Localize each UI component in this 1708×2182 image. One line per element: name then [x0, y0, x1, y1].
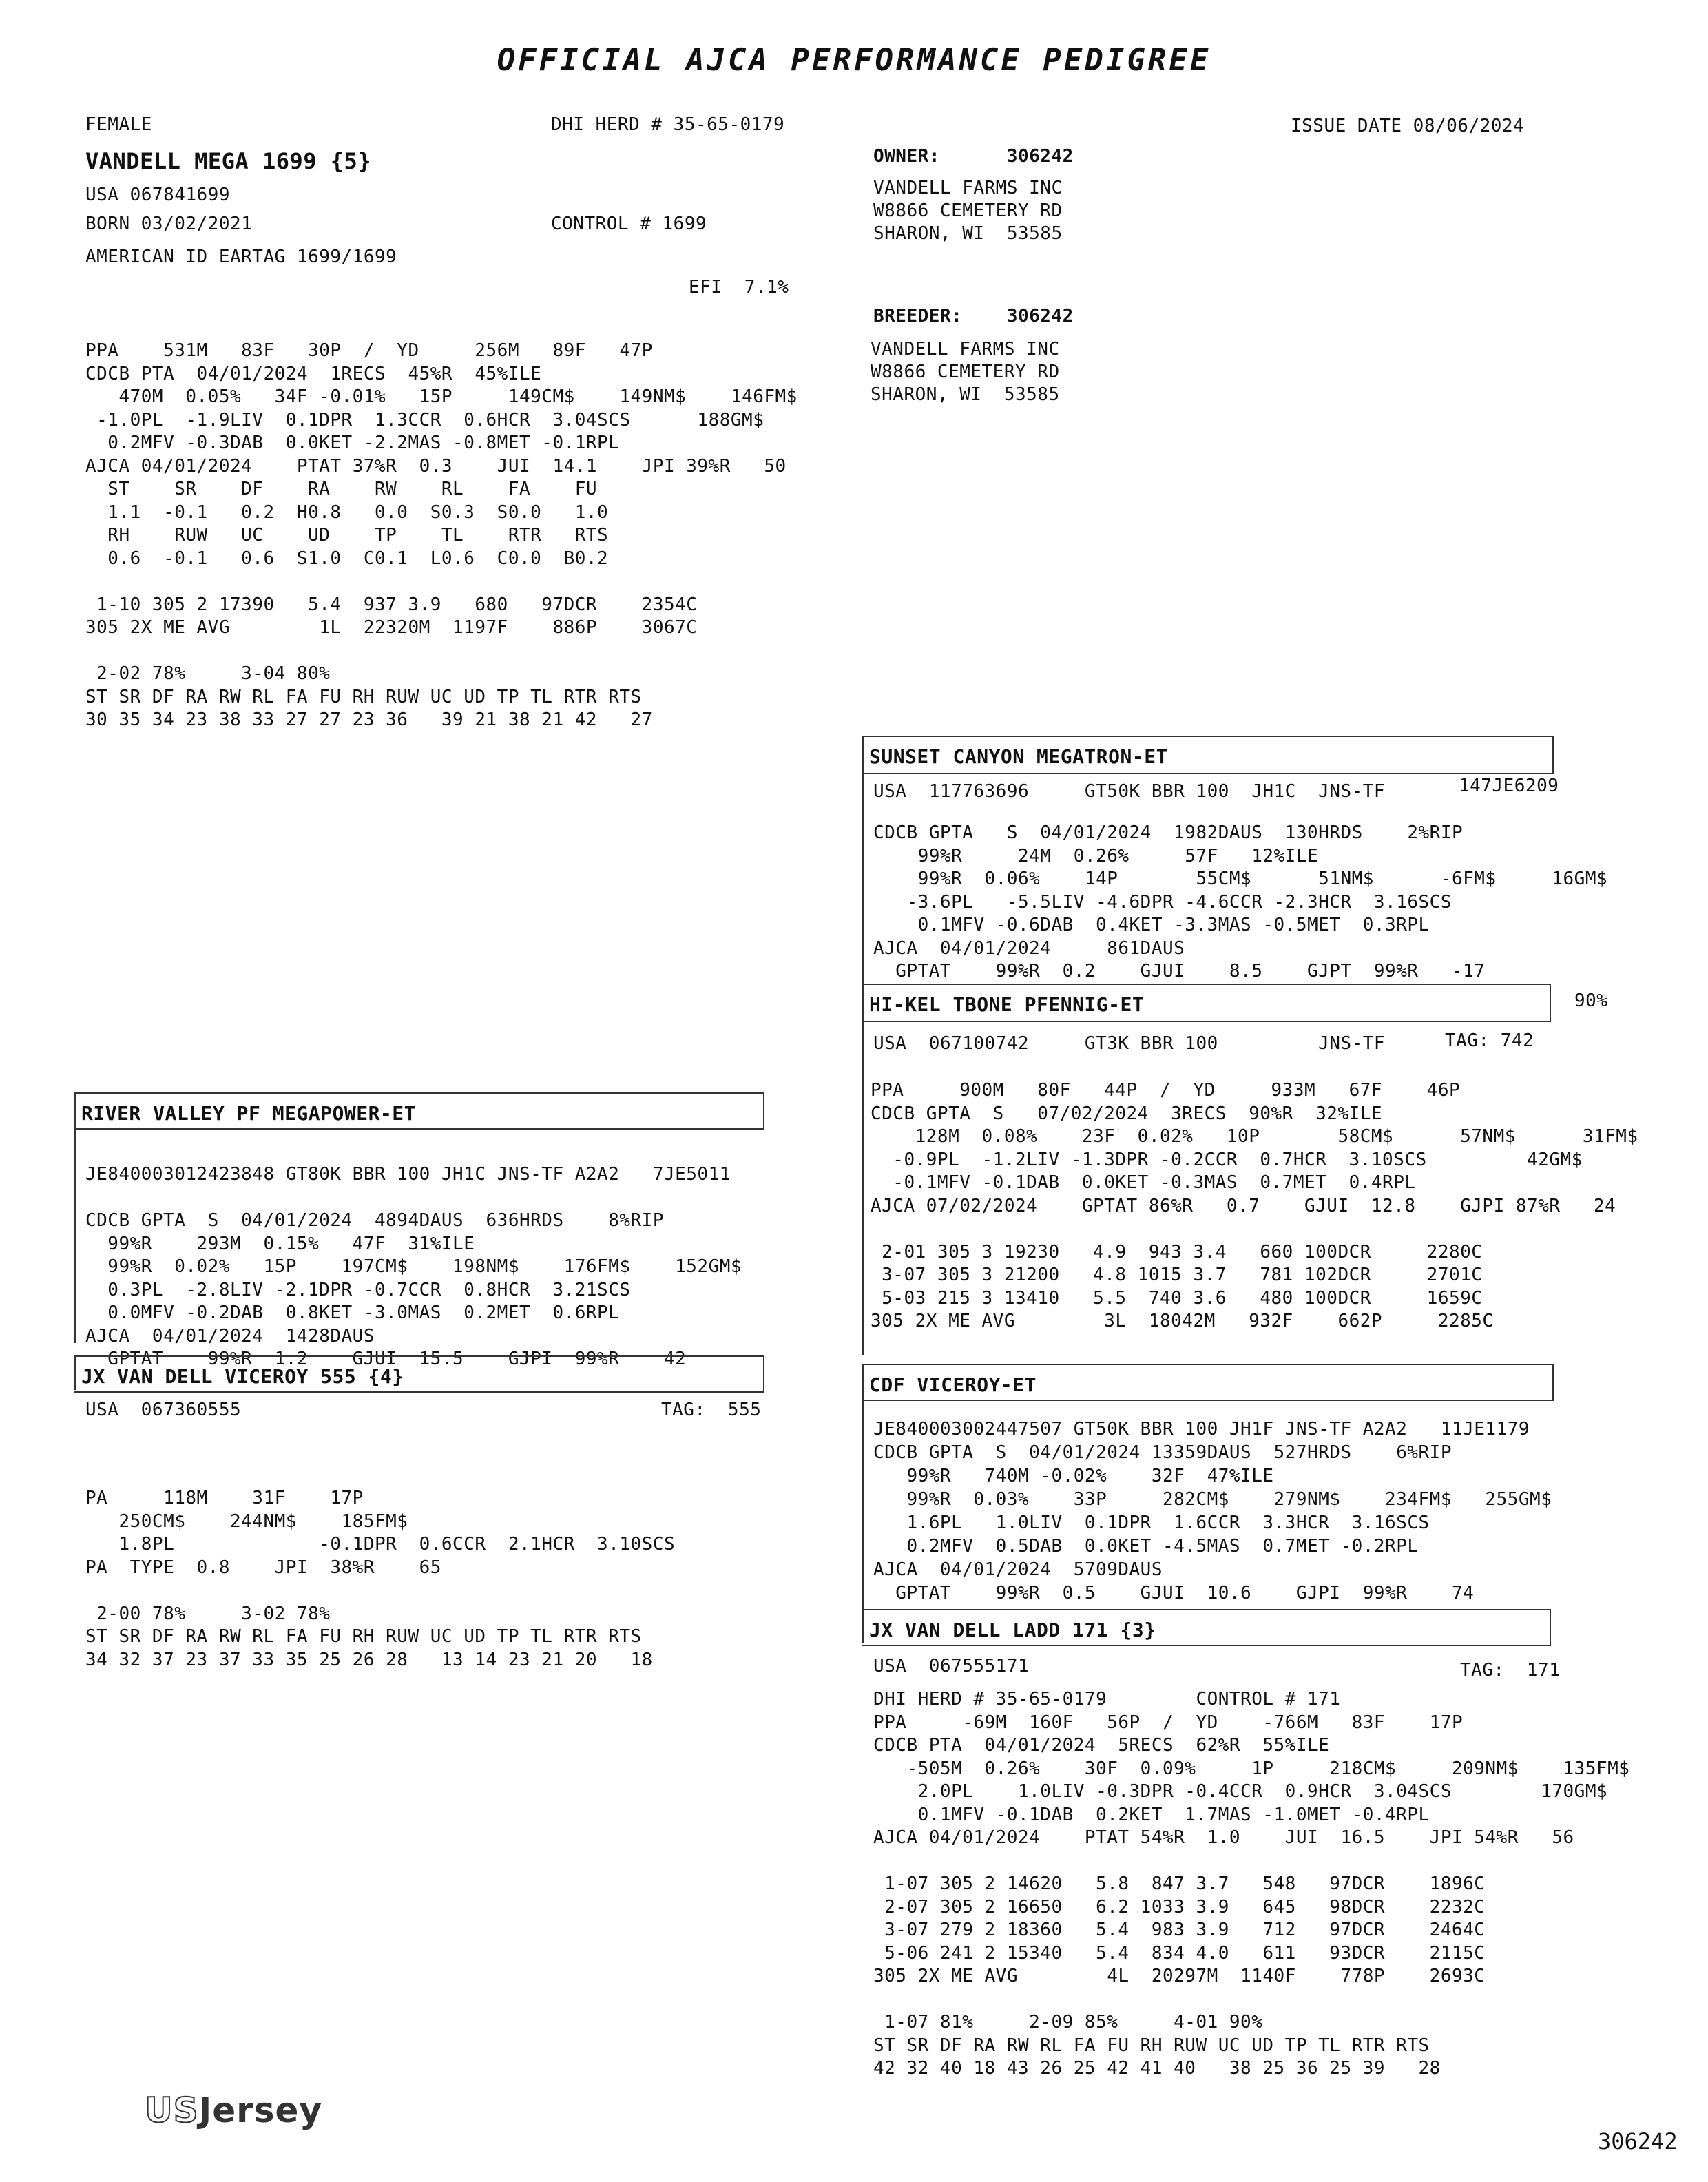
dam-dam-line: 42 32 40 18 43 26 25 42 41 40 38 25 36 25 39 28: [873, 2058, 1441, 2079]
dam-sire-line: 1.6PL 1.0LIV 0.1DPR 1.6CCR 3.3HCR 3.16SCS: [873, 1513, 1430, 1533]
sire-line: 0.0MFV -0.2DAB 0.8KET -3.0MAS 0.2MET 0.6RPL: [85, 1302, 620, 1323]
issue-date: ISSUE DATE 08/06/2024: [1291, 116, 1525, 136]
sire-name: RIVER VALLEY PF MEGAPOWER-ET: [81, 1102, 417, 1125]
page-id: 306242: [1598, 2128, 1678, 2154]
sire-sire-bracket: [862, 736, 864, 984]
sire-dam-tag: TAG: 742: [1445, 1030, 1534, 1051]
breeder-line: VANDELL FARMS INC: [871, 339, 1060, 360]
dam-dam-line: 2-07 305 2 16650 6.2 1033 3.9 645 98DCR 2232C: [873, 1896, 1486, 1918]
sire-dam-line: 5-03 215 3 13410 5.5 740 3.6 480 100DCR 1659C: [871, 1287, 1483, 1309]
subject-line: CDCB PTA 04/01/2024 1RECS 45%R 45%ILE: [85, 363, 542, 384]
sire-dam-line: 3-07 305 3 21200 4.8 1015 3.7 781 102DCR 2701C: [871, 1265, 1483, 1285]
subject-efi: EFI 7.1%: [689, 277, 789, 298]
dam-sire-line: 99%R 0.03% 33P 282CM$ 279NM$ 234FM$ 255GM$: [873, 1489, 1552, 1510]
subject-eartag: AMERICAN ID EARTAG 1699/1699: [85, 247, 397, 267]
dam-sire-line: 99%R 740M -0.02% 32F 47%ILE: [873, 1466, 1274, 1486]
sire-dam-line: CDCB GPTA S 07/02/2024 3RECS 90%R 32%ILE: [871, 1103, 1383, 1124]
dam-dam-line: PPA -69M 160F 56P / YD -766M 83F 17P: [873, 1712, 1464, 1733]
subject-control: CONTROL # 1699: [551, 214, 707, 234]
sire-sire-line: 99%R 0.06% 14P 55CM$ 51NM$ -6FM$ 16GM$: [873, 869, 1608, 889]
breeder-line: W8866 CEMETERY RD: [871, 362, 1060, 382]
dam-sire-bracket: [862, 1364, 864, 1609]
sire-bracket: [74, 1092, 76, 1343]
dam-dam-name-box: [862, 1609, 1551, 1646]
sire-dam-percent: 90%: [1574, 990, 1608, 1011]
sire-dam-line: 305 2X ME AVG 3L 18042M 932F 662P 2285C: [871, 1311, 1494, 1331]
dam-bracket: [74, 1355, 76, 1390]
logo-us: US: [145, 2090, 199, 2130]
sire-sire-line: GPTAT 99%R 0.2 GJUI 8.5 GJPT 99%R -17: [873, 961, 1486, 981]
breeder-line: SHARON, WI 53585: [871, 384, 1060, 405]
owner-line: SHARON, WI 53585: [873, 223, 1063, 244]
subject-line: 470M 0.05% 34F -0.01% 15P 149CM$ 149NM$ 146FM$: [85, 386, 798, 407]
dam-line: 250CM$ 244NM$ 185FM$: [85, 1510, 408, 1532]
owner-header: OWNER: 306242: [873, 146, 1074, 167]
dam-dam-line: -505M 0.26% 30F 0.09% 1P 218CM$ 209NM$ 135FM$: [873, 1758, 1630, 1779]
subject-line: 305 2X ME AVG 1L 22320M 1197F 886P 3067C: [85, 617, 698, 638]
subject-line: -1.0PL -1.9LIV 0.1DPR 1.3CCR 0.6HCR 3.04SCS 188GM$: [85, 409, 764, 430]
sire-sire-line: -3.6PL -5.5LIV -4.6DPR -4.6CCR -2.3HCR 3.16SCS: [873, 891, 1452, 913]
dam-name-box: [74, 1355, 764, 1393]
dam-tag: TAG: 555: [661, 1400, 762, 1420]
sire-dam-name: HI-KEL TBONE PFENNIG-ET: [869, 993, 1145, 1016]
dam-dam-line: 1-07 81% 2-09 85% 4-01 90%: [873, 2012, 1263, 2033]
sire-name-box: [74, 1092, 764, 1130]
dam-dam-line: 5-06 241 2 15340 5.4 834 4.0 611 93DCR 2115C: [873, 1942, 1486, 1964]
sire-line: 0.3PL -2.8LIV -2.1DPR -0.7CCR 0.8HCR 3.21SCS: [85, 1279, 631, 1300]
dam-sire-line: GPTAT 99%R 0.5 GJUI 10.6 GJPI 99%R 74: [873, 1583, 1475, 1603]
dam-name: JX VAN DELL VICEROY 555 {4}: [81, 1365, 404, 1388]
sire-dam-line: 128M 0.08% 23F 0.02% 10P 58CM$ 57NM$ 31FM$: [871, 1126, 1638, 1147]
subject-sex: FEMALE: [85, 114, 152, 135]
subject-line: PPA 531M 83F 30P / YD 256M 89F 47P: [85, 340, 653, 361]
document-title: OFFICIAL AJCA PERFORMANCE PEDIGREE: [497, 43, 1211, 78]
owner-line: W8866 CEMETERY RD: [873, 200, 1063, 221]
subject-line: 0.2MFV -0.3DAB 0.0KET -2.2MAS -0.8MET -0.1RPL: [85, 433, 620, 453]
dam-dam-registration: USA 067555171: [873, 1656, 1030, 1676]
dam-sire-name: CDF VICEROY-ET: [869, 1373, 1037, 1396]
dam-dam-line: AJCA 04/01/2024 PTAT 54%R 1.0 JUI 16.5 JPI 54%R 56: [873, 1827, 1574, 1848]
sire-sire-line: CDCB GPTA S 04/01/2024 1982DAUS 130HRDS 2%RIP: [873, 822, 1464, 843]
subject-line: 1-10 305 2 17390 5.4 937 3.9 680 97DCR 2354C: [85, 594, 698, 615]
dam-dam-line: 3-07 279 2 18360 5.4 983 3.9 712 97DCR 2464C: [873, 1920, 1486, 1940]
sire-sire-line: 0.1MFV -0.6DAB 0.4KET -3.3MAS -0.5MET 0.3RPL: [873, 915, 1430, 935]
owner-line: VANDELL FARMS INC: [873, 178, 1063, 198]
sire-dam-line: PPA 900M 80F 44P / YD 933M 67F 46P: [871, 1080, 1461, 1101]
dam-sire-line: JE840003002447507 GT50K BBR 100 JH1F JNS-TF A2A2 11JE1179: [873, 1419, 1530, 1440]
subject-birth-date: BORN 03/02/2021: [85, 214, 253, 234]
subject-herd: DHI HERD # 35-65-0179: [551, 114, 785, 135]
dam-sire-name-box: [862, 1364, 1554, 1401]
subject-name: VANDELL MEGA 1699 {5}: [85, 148, 372, 174]
sire-line: CDCB GPTA S 04/01/2024 4894DAUS 636HRDS 8%RIP: [85, 1210, 664, 1231]
subject-registration: USA 067841699: [85, 185, 230, 205]
sire-line: 99%R 293M 0.15% 47F 31%ILE: [85, 1233, 475, 1254]
sire-dam-line: -0.9PL -1.2LIV -1.3DPR -0.2CCR 0.7HCR 3.10SCS 42GM$: [871, 1149, 1583, 1170]
sire-dam-line: AJCA 07/02/2024 GPTAT 86%R 0.7 GJUI 12.8 GJPI 87%R 24: [871, 1195, 1616, 1216]
dam-line: 1.8PL -0.1DPR 0.6CCR 2.1HCR 3.10SCS: [85, 1534, 676, 1555]
sire-line: 99%R 0.02% 15P 197CM$ 198NM$ 176FM$ 152GM$: [85, 1256, 742, 1277]
sire-line: GPTAT 99%R 1.2 GJUI 15.5 GJPI 99%R 42: [85, 1349, 687, 1369]
sire-dam-name-box: [862, 984, 1551, 1022]
dam-dam-tag: TAG: 171: [1460, 1660, 1561, 1681]
dam-sire-line: 0.2MFV 0.5DAB 0.0KET -4.5MAS 0.7MET -0.2RPL: [873, 1536, 1419, 1557]
sire-dam-bracket: [862, 984, 864, 1355]
dam-dam-bracket: [862, 1609, 864, 1643]
usjersey-logo: [145, 2090, 322, 2130]
dam-registration: USA 067360555: [85, 1400, 242, 1420]
sire-line: AJCA 04/01/2024 1428DAUS: [85, 1325, 375, 1347]
sire-dam-registration: USA 067100742 GT3K BBR 100 JNS-TF: [873, 1033, 1386, 1054]
breeder-header: BREEDER: 306242: [873, 306, 1074, 326]
sire-sire-registration: USA 117763696 GT50K BBR 100 JH1C JNS-TF: [873, 781, 1386, 802]
subject-line: 2-02 78% 3-04 80%: [85, 663, 331, 684]
sire-sire-line: 99%R 24M 0.26% 57F 12%ILE: [873, 845, 1319, 866]
dam-dam-line: ST SR DF RA RW RL FA FU RH RUW UC UD TP TL RTR RTS: [873, 2035, 1430, 2056]
sire-sire-name-box: [862, 736, 1554, 774]
sire-dam-line: 2-01 305 3 19230 4.9 943 3.4 660 100DCR 2280C: [871, 1241, 1483, 1263]
dam-dam-line: 305 2X ME AVG 4L 20297M 1140F 778P 2693C: [873, 1966, 1486, 1986]
subject-line: ST SR DF RA RW RL FA FU RH RUW UC UD TP TL RTR RTS: [85, 686, 642, 707]
subject-line: 0.6 -0.1 0.6 S1.0 C0.1 L0.6 C0.0 B0.2: [85, 548, 609, 569]
dam-line: 34 32 37 23 37 33 35 25 26 28 13 14 23 21 20 18: [85, 1649, 653, 1670]
dam-sire-line: CDCB GPTA S 04/01/2024 13359DAUS 527HRDS 6%RIP: [873, 1442, 1452, 1463]
dam-dam-line: CDCB PTA 04/01/2024 5RECS 62%R 55%ILE: [873, 1735, 1330, 1756]
sire-sire-line: AJCA 04/01/2024 861DAUS: [873, 937, 1185, 959]
subject-line: RH RUW UC UD TP TL RTR RTS: [85, 525, 609, 546]
sire-dam-line: -0.1MFV -0.1DAB 0.0KET -0.3MAS 0.7MET 0.4RPL: [871, 1172, 1416, 1193]
dam-dam-name: JX VAN DELL LADD 171 {3}: [869, 1619, 1156, 1641]
logo-jersey: Jersey: [198, 2090, 323, 2130]
dam-dam-line: 2.0PL 1.0LIV -0.3DPR -0.4CCR 0.9HCR 3.04SCS 170GM$: [873, 1781, 1608, 1802]
dam-line: ST SR DF RA RW RL FA FU RH RUW UC UD TP TL RTR RTS: [85, 1626, 642, 1647]
subject-line: 30 35 34 23 38 33 27 27 23 36 39 21 38 21 42 27: [85, 709, 653, 730]
subject-line: 1.1 -0.1 0.2 H0.8 0.0 S0.3 S0.0 1.0: [85, 501, 609, 523]
dam-line: PA 118M 31F 17P: [85, 1488, 364, 1508]
sire-line: JE840003012423848 GT80K BBR 100 JH1C JNS-TF A2A2 7JE5011: [85, 1164, 731, 1185]
dam-dam-line: 1-07 305 2 14620 5.8 847 3.7 548 97DCR 1896C: [873, 1873, 1486, 1894]
dam-dam-line: DHI HERD # 35-65-0179 CONTROL # 171: [873, 1689, 1341, 1710]
sire-sire-name: SUNSET CANYON MEGATRON-ET: [869, 745, 1168, 768]
subject-line: AJCA 04/01/2024 PTAT 37%R 0.3 JUI 14.1 JPI 39%R 50: [85, 455, 787, 477]
dam-line: 2-00 78% 3-02 78%: [85, 1603, 331, 1624]
sire-sire-code: 147JE6209: [1459, 776, 1559, 796]
dam-sire-line: AJCA 04/01/2024 5709DAUS: [873, 1559, 1163, 1580]
dam-dam-line: 0.1MFV -0.1DAB 0.2KET 1.7MAS -1.0MET -0.4RPL: [873, 1804, 1430, 1825]
subject-line: ST SR DF RA RW RL FA FU: [85, 479, 598, 499]
dam-line: PA TYPE 0.8 JPI 38%R 65: [85, 1557, 441, 1578]
